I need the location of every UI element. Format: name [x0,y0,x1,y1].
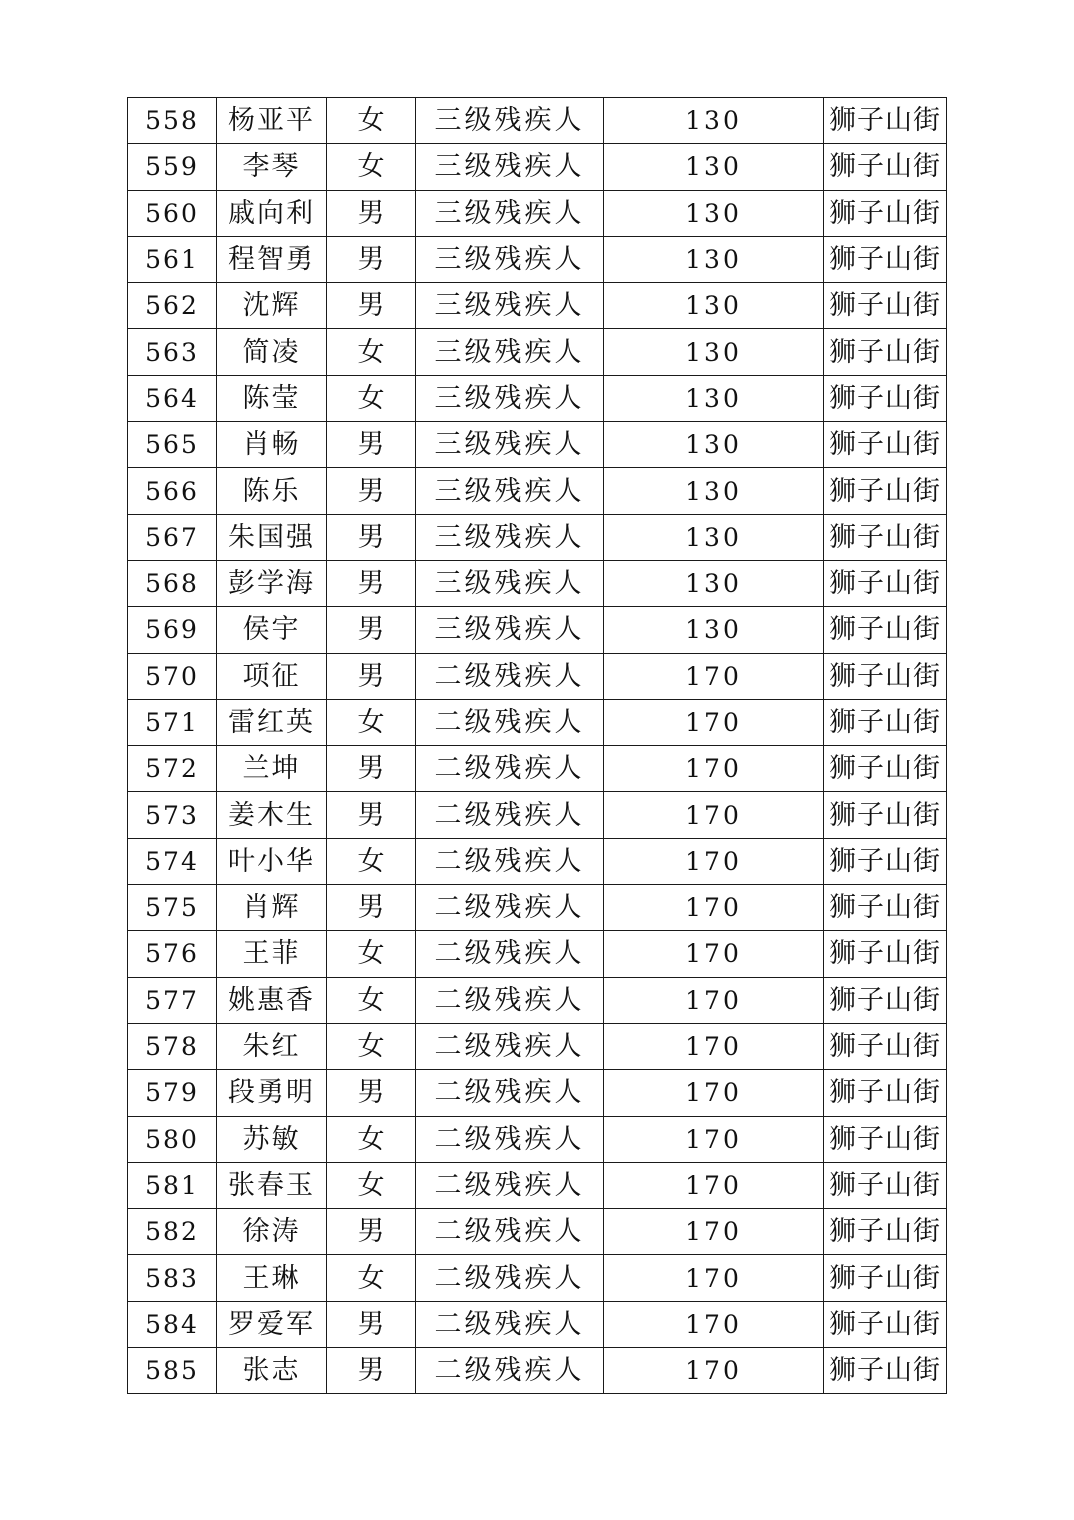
table-row [128,931,947,977]
table-row [128,468,947,514]
disability-grade-cell: 二级残疾人 [416,699,604,745]
gender-cell: 男 [327,792,416,838]
row-number-cell: 584 [128,1301,217,1347]
table-row [128,144,947,190]
disability-grade-cell: 二级残疾人 [416,1255,604,1301]
amount-cell: 170 [604,1301,824,1347]
table-row [128,560,947,606]
amount-cell: 130 [604,98,824,144]
disability-grade-cell: 二级残疾人 [416,1070,604,1116]
name-cell: 张志 [217,1348,327,1394]
name-cell: 简凌 [217,329,327,375]
table-row [128,1162,947,1208]
disability-grade-cell: 二级残疾人 [416,1116,604,1162]
name-cell: 彭学海 [217,560,327,606]
name-cell: 苏敏 [217,1116,327,1162]
amount-cell: 130 [604,422,824,468]
table-row [128,1116,947,1162]
amount-cell: 170 [604,1255,824,1301]
row-number-cell: 580 [128,1116,217,1162]
disability-grade-cell: 三级残疾人 [416,190,604,236]
table-row [128,329,947,375]
street-cell: 狮子山街 [824,699,947,745]
row-number-cell: 570 [128,653,217,699]
table-row [128,1348,947,1394]
gender-cell: 女 [327,98,416,144]
street-cell: 狮子山街 [824,792,947,838]
gender-cell: 男 [327,514,416,560]
amount-cell: 130 [604,375,824,421]
name-cell: 姚惠香 [217,977,327,1023]
street-cell: 狮子山街 [824,144,947,190]
row-number-cell: 564 [128,375,217,421]
row-number-cell: 565 [128,422,217,468]
street-cell: 狮子山街 [824,98,947,144]
roster-table-body [128,98,947,1394]
street-cell: 狮子山街 [824,1162,947,1208]
gender-cell: 男 [327,607,416,653]
name-cell: 朱国强 [217,514,327,560]
table-row [128,422,947,468]
disability-grade-cell: 二级残疾人 [416,1209,604,1255]
gender-cell: 女 [327,838,416,884]
row-number-cell: 566 [128,468,217,514]
street-cell: 狮子山街 [824,1255,947,1301]
row-number-cell: 563 [128,329,217,375]
amount-cell: 130 [604,329,824,375]
gender-cell: 女 [327,1162,416,1208]
street-cell: 狮子山街 [824,422,947,468]
street-cell: 狮子山街 [824,190,947,236]
row-number-cell: 572 [128,746,217,792]
street-cell: 狮子山街 [824,838,947,884]
name-cell: 程智勇 [217,236,327,282]
gender-cell: 男 [327,283,416,329]
disability-grade-cell: 二级残疾人 [416,838,604,884]
gender-cell: 男 [327,653,416,699]
table-row [128,1209,947,1255]
gender-cell: 女 [327,1116,416,1162]
table-row [128,1255,947,1301]
disability-grade-cell: 二级残疾人 [416,931,604,977]
street-cell: 狮子山街 [824,329,947,375]
name-cell: 王琳 [217,1255,327,1301]
street-cell: 狮子山街 [824,653,947,699]
name-cell: 李琴 [217,144,327,190]
gender-cell: 女 [327,1023,416,1069]
row-number-cell: 562 [128,283,217,329]
disability-grade-cell: 二级残疾人 [416,1023,604,1069]
gender-cell: 女 [327,144,416,190]
amount-cell: 170 [604,746,824,792]
amount-cell: 130 [604,236,824,282]
table-row [128,792,947,838]
name-cell: 陈乐 [217,468,327,514]
name-cell: 叶小华 [217,838,327,884]
street-cell: 狮子山街 [824,283,947,329]
row-number-cell: 575 [128,885,217,931]
disability-grade-cell: 二级残疾人 [416,1301,604,1347]
disability-grade-cell: 三级残疾人 [416,375,604,421]
row-number-cell: 568 [128,560,217,606]
table-row [128,699,947,745]
name-cell: 姜木生 [217,792,327,838]
gender-cell: 男 [327,236,416,282]
disability-grade-cell: 三级残疾人 [416,607,604,653]
amount-cell: 170 [604,699,824,745]
row-number-cell: 585 [128,1348,217,1394]
row-number-cell: 582 [128,1209,217,1255]
row-number-cell: 573 [128,792,217,838]
table-row [128,885,947,931]
amount-cell: 170 [604,977,824,1023]
row-number-cell: 558 [128,98,217,144]
disability-grade-cell: 三级残疾人 [416,560,604,606]
name-cell: 王菲 [217,931,327,977]
amount-cell: 130 [604,514,824,560]
amount-cell: 170 [604,1162,824,1208]
street-cell: 狮子山街 [824,1070,947,1116]
disability-grade-cell: 三级残疾人 [416,283,604,329]
table-row [128,1070,947,1116]
disability-grade-cell: 二级残疾人 [416,977,604,1023]
amount-cell: 170 [604,792,824,838]
street-cell: 狮子山街 [824,468,947,514]
name-cell: 张春玉 [217,1162,327,1208]
gender-cell: 男 [327,1209,416,1255]
table-row [128,1023,947,1069]
amount-cell: 170 [604,653,824,699]
street-cell: 狮子山街 [824,1301,947,1347]
table-row [128,653,947,699]
name-cell: 肖畅 [217,422,327,468]
table-row [128,746,947,792]
street-cell: 狮子山街 [824,746,947,792]
street-cell: 狮子山街 [824,1116,947,1162]
name-cell: 沈辉 [217,283,327,329]
name-cell: 徐涛 [217,1209,327,1255]
gender-cell: 女 [327,329,416,375]
row-number-cell: 559 [128,144,217,190]
table-row [128,98,947,144]
row-number-cell: 578 [128,1023,217,1069]
name-cell: 肖辉 [217,885,327,931]
gender-cell: 男 [327,1348,416,1394]
table-row [128,190,947,236]
amount-cell: 130 [604,560,824,606]
name-cell: 雷红英 [217,699,327,745]
name-cell: 朱红 [217,1023,327,1069]
row-number-cell: 560 [128,190,217,236]
name-cell: 陈莹 [217,375,327,421]
amount-cell: 130 [604,144,824,190]
disability-grade-cell: 二级残疾人 [416,653,604,699]
amount-cell: 170 [604,838,824,884]
disability-grade-cell: 三级残疾人 [416,144,604,190]
amount-cell: 130 [604,468,824,514]
name-cell: 兰坤 [217,746,327,792]
street-cell: 狮子山街 [824,1348,947,1394]
disability-grade-cell: 二级残疾人 [416,1348,604,1394]
street-cell: 狮子山街 [824,977,947,1023]
row-number-cell: 569 [128,607,217,653]
gender-cell: 男 [327,190,416,236]
table-row [128,236,947,282]
amount-cell: 170 [604,1116,824,1162]
street-cell: 狮子山街 [824,560,947,606]
disability-grade-cell: 二级残疾人 [416,746,604,792]
amount-cell: 130 [604,283,824,329]
disability-grade-cell: 二级残疾人 [416,792,604,838]
street-cell: 狮子山街 [824,885,947,931]
disability-grade-cell: 三级残疾人 [416,514,604,560]
street-cell: 狮子山街 [824,607,947,653]
row-number-cell: 561 [128,236,217,282]
amount-cell: 170 [604,1070,824,1116]
disability-grade-cell: 三级残疾人 [416,329,604,375]
gender-cell: 男 [327,422,416,468]
amount-cell: 170 [604,1209,824,1255]
roster-table [127,97,947,1394]
gender-cell: 男 [327,560,416,606]
gender-cell: 女 [327,1255,416,1301]
table-row [128,838,947,884]
gender-cell: 男 [327,468,416,514]
name-cell: 侯宇 [217,607,327,653]
name-cell: 杨亚平 [217,98,327,144]
amount-cell: 170 [604,1348,824,1394]
name-cell: 项征 [217,653,327,699]
street-cell: 狮子山街 [824,236,947,282]
amount-cell: 170 [604,1023,824,1069]
gender-cell: 男 [327,885,416,931]
table-row [128,283,947,329]
disability-grade-cell: 二级残疾人 [416,1162,604,1208]
table-row [128,607,947,653]
gender-cell: 男 [327,746,416,792]
name-cell: 段勇明 [217,1070,327,1116]
street-cell: 狮子山街 [824,1209,947,1255]
table-row [128,977,947,1023]
table-row [128,1301,947,1347]
row-number-cell: 567 [128,514,217,560]
row-number-cell: 581 [128,1162,217,1208]
disability-grade-cell: 三级残疾人 [416,236,604,282]
row-number-cell: 583 [128,1255,217,1301]
street-cell: 狮子山街 [824,931,947,977]
disability-grade-cell: 三级残疾人 [416,422,604,468]
amount-cell: 170 [604,885,824,931]
name-cell: 罗爱军 [217,1301,327,1347]
amount-cell: 130 [604,607,824,653]
disability-grade-cell: 二级残疾人 [416,885,604,931]
street-cell: 狮子山街 [824,1023,947,1069]
row-number-cell: 577 [128,977,217,1023]
table-row [128,375,947,421]
gender-cell: 男 [327,1070,416,1116]
disability-grade-cell: 三级残疾人 [416,98,604,144]
table-row [128,514,947,560]
disability-grade-cell: 三级残疾人 [416,468,604,514]
street-cell: 狮子山街 [824,514,947,560]
row-number-cell: 579 [128,1070,217,1116]
gender-cell: 女 [327,375,416,421]
gender-cell: 男 [327,1301,416,1347]
gender-cell: 女 [327,931,416,977]
gender-cell: 女 [327,977,416,1023]
row-number-cell: 571 [128,699,217,745]
amount-cell: 130 [604,190,824,236]
street-cell: 狮子山街 [824,375,947,421]
row-number-cell: 576 [128,931,217,977]
name-cell: 戚向利 [217,190,327,236]
row-number-cell: 574 [128,838,217,884]
gender-cell: 女 [327,699,416,745]
amount-cell: 170 [604,931,824,977]
